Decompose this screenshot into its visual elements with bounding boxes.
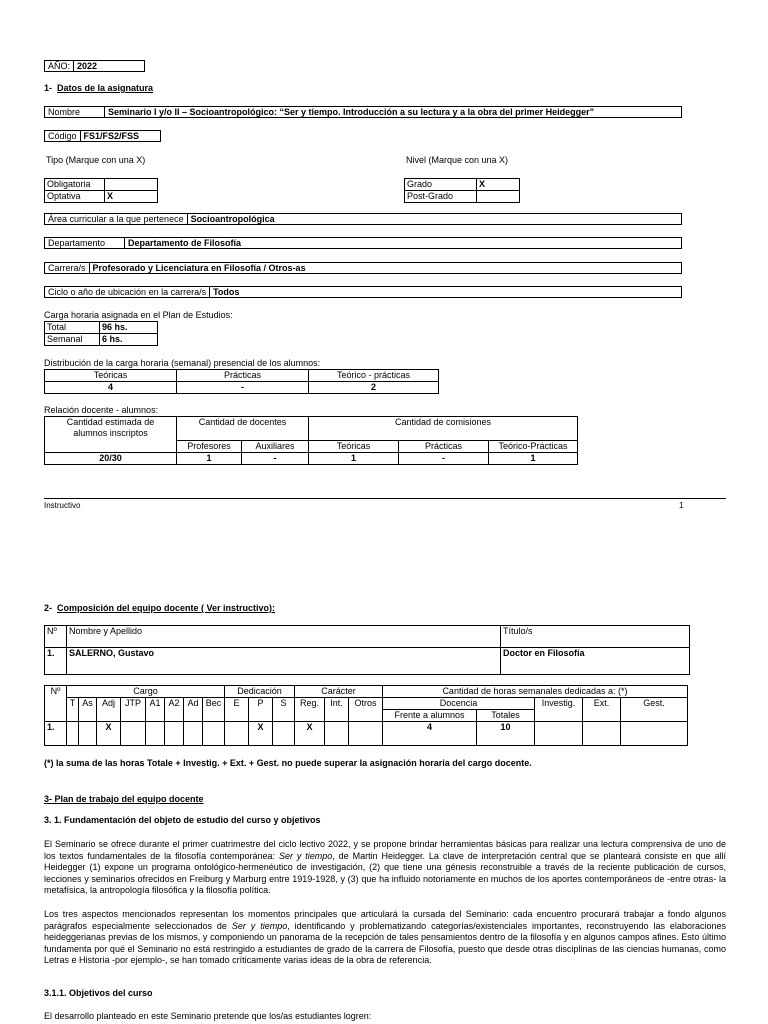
relacion-value: - <box>242 453 309 465</box>
tipo-label: Optativa <box>45 191 105 203</box>
cargo-col: JTP <box>121 698 146 722</box>
tipo-label: Obligatoria <box>45 179 105 191</box>
distribucion-value: 2 <box>309 382 439 394</box>
tipo-row <box>45 191 158 203</box>
cargo-data-row <box>45 722 688 746</box>
ciclo-label: Ciclo o año de ubicación en la carrera/s <box>45 287 210 297</box>
tipo-heading: Tipo (Marque con una X) <box>46 155 146 165</box>
tipo-table <box>44 178 158 203</box>
relacion-value: - <box>399 453 489 465</box>
distribucion-value: 4 <box>45 382 177 394</box>
departamento-label: Departamento <box>45 238 125 248</box>
nivel-row <box>405 179 520 191</box>
relacion-value-row <box>45 453 578 465</box>
cargo-mark <box>165 722 184 746</box>
cargo-col: A1 <box>146 698 165 722</box>
cargo-mark <box>67 722 79 746</box>
docencia-col: Totales <box>477 710 535 722</box>
carga-total-row <box>45 322 158 334</box>
codigo-field <box>44 130 161 142</box>
cargo-h-docencia: Docencia <box>383 698 535 710</box>
ded-mark <box>273 722 295 746</box>
paragraph-1-title: Ser y tiempo <box>278 850 333 861</box>
otras-value <box>535 722 583 746</box>
nivel-table <box>404 178 520 203</box>
paragraph-2-a: Los tres aspectos mencionados representan los momentos principales que articulará la cursada del Seminario: cada encuentro procurará trabajar a fondo algunos parágrafos especialmente seleccionados de <box>44 909 726 931</box>
tipo-mark <box>105 179 158 191</box>
cargo-col: T <box>67 698 79 722</box>
sub311-heading: 3.1.1. Objetivos del curso <box>44 988 153 998</box>
codigo-value: FS1/FS2/FSS <box>83 131 140 141</box>
nivel-label: Grado <box>405 179 477 191</box>
nota-horas: (*) la suma de las horas Totale + Investig. + Ext. + Gest. no puede superar la asignación horaria del cargo docente. <box>44 758 532 768</box>
paragraph-2-c: , identificando y problematizando categorías/existenciales importantes, reconstruyendo las elaboraciones heideggerianas previas de los mismos, y componiendo un panorama de la recepción de tales pensamientos dentro de la filosofía y en algunos campos afines. Esto último fundamenta por qué el Seminario no está restringido a estudiantes de grado de la carrera de Filosofía, puesto que desde otras disciplinas de las ciencias humanas, como Letras e Historia -por ejemplo-, se han tomado críticamente varias ideas de la obra de referencia. <box>44 920 726 966</box>
otras-col: Gest. <box>621 698 688 722</box>
relacion-h-alumnos: Cantidad estimada de alumnos inscriptos <box>45 417 177 453</box>
carrera-label: Carrera/s <box>45 263 90 273</box>
ciclo-field <box>44 286 682 298</box>
relacion-sub: Teórico-Prácticas <box>489 441 578 453</box>
paragraph-3: El desarrollo planteado en este Seminario pretende que los/as estudiantes logren: <box>44 1011 372 1021</box>
footer-rule <box>44 498 726 499</box>
section2-title: Composición del equipo docente ( Ver instructivo): <box>57 603 276 613</box>
codigo-label: Código <box>45 131 81 141</box>
cargo-col: Bec <box>203 698 225 722</box>
nombre-value: Seminario I y/o II – Socioantropológico: “Ser y tiempo. Introducción a su lectura y a la obra del primer Heidegger” <box>108 107 595 117</box>
relacion-value: 20/30 <box>45 453 177 465</box>
cargo-col: Adj <box>97 698 121 722</box>
nivel-heading: Nivel (Marque con una X) <box>406 155 509 165</box>
relacion-h-comisiones: Cantidad de comisiones <box>309 417 578 441</box>
section1-num: 1- <box>44 83 53 93</box>
carga-table <box>44 321 158 346</box>
nivel-label: Post-Grado <box>405 191 477 203</box>
equipo-header-row <box>45 626 690 648</box>
cargo-mark <box>146 722 165 746</box>
anio-field <box>44 60 145 72</box>
cargo-h-num: Nº <box>45 686 67 722</box>
area-value: Socioantropológica <box>190 214 275 224</box>
cargo-col: A2 <box>165 698 184 722</box>
carga-semanal-value: 6 hs. <box>100 334 158 346</box>
ciclo-value: Todos <box>213 287 240 297</box>
equipo-h-num: Nº <box>45 626 67 648</box>
distribucion-header: Teóricas <box>45 370 177 382</box>
relacion-value: 1 <box>489 453 578 465</box>
equipo-h-titulo: Título/s <box>501 626 690 648</box>
ded-mark <box>225 722 249 746</box>
sub31-heading: 3. 1. Fundamentación del objeto de estudio del curso y objetivos <box>44 815 321 825</box>
relacion-sub: Teóricas <box>309 441 399 453</box>
nombre-field <box>44 106 682 118</box>
relacion-h-docentes: Cantidad de docentes <box>177 417 309 441</box>
frente-value: 4 <box>383 722 477 746</box>
cargo-table <box>44 685 688 746</box>
nivel-mark: X <box>477 179 520 191</box>
section1-heading <box>44 83 153 94</box>
equipo-row <box>45 648 690 675</box>
cargo-header-row <box>45 686 688 698</box>
relacion-table <box>44 416 578 465</box>
relacion-sub: Profesores <box>177 441 242 453</box>
docencia-col: Frente a alumnos <box>383 710 477 722</box>
cargo-row-num: 1. <box>45 722 67 746</box>
anio-label: AÑO: <box>45 61 74 71</box>
paragraph-2 <box>44 909 726 967</box>
equipo-row-titulo: Doctor en Filosofía <box>501 648 690 675</box>
distribucion-value: - <box>177 382 309 394</box>
cargo-h-dedicacion: Dedicación <box>225 686 295 698</box>
section3-heading: 3- Plan de trabajo del equipo docente <box>44 794 204 804</box>
carga-semanal-row <box>45 334 158 346</box>
anio-value: 2022 <box>77 61 98 71</box>
distribucion-header-row <box>45 370 439 382</box>
section2-heading <box>44 603 275 614</box>
area-field <box>44 213 682 225</box>
carga-total-label: Total <box>45 322 100 334</box>
departamento-field <box>44 237 682 249</box>
paragraph-1 <box>44 839 726 897</box>
cargo-h-horas: Cantidad de horas semanales dedicadas a: (*) <box>383 686 688 698</box>
relacion-sub: Auxiliares <box>242 441 309 453</box>
otras-value <box>621 722 688 746</box>
paragraph-1-c: , de Martin Heidegger. La clave de interpretación central que se planteará consiste en que allí Heidegger (1) expone un programa ontológico-hermenéutico de investigación, (2) que tiene una génesis reconstruible a través de la reciente publicación de cursos, lecciones y seminarios ofrecidos en Freiburg y Marburg entre 1919-1928, y (3) que ha influido notoriamente en muchos de los aportes contemporáneos de -entre otras- la metafísica, la antropología filosófica y la filosofía política. <box>44 850 726 896</box>
footer-left: Instructivo <box>44 501 81 510</box>
relacion-sub: Prácticas <box>399 441 489 453</box>
car-mark <box>349 722 383 746</box>
cargo-col: Ad <box>184 698 203 722</box>
relacion-value: 1 <box>309 453 399 465</box>
car-col: Int. <box>325 698 349 722</box>
carga-heading: Carga horaria asignada en el Plan de Estudios: <box>44 310 233 320</box>
car-mark: X <box>295 722 325 746</box>
section1-title: Datos de la asignatura <box>57 83 154 93</box>
relacion-value: 1 <box>177 453 242 465</box>
tipo-row <box>45 179 158 191</box>
car-mark <box>325 722 349 746</box>
otras-col: Ext. <box>583 698 621 722</box>
cargo-mark <box>203 722 225 746</box>
distribucion-value-row <box>45 382 439 394</box>
paragraph-1-a: El Seminario se ofrece durante el primer cuatrimestre del ciclo lectivo 2022, y se propone brindar herramientas básicas para realizar una lectura comprensiva de uno de los textos fundamentales de la filosofía contemporánea: <box>44 839 726 861</box>
equipo-row-nombre: SALERNO, Gustavo <box>67 648 501 675</box>
carrera-field <box>44 262 682 274</box>
distribucion-table <box>44 369 439 394</box>
carga-total-value: 96 hs. <box>100 322 158 334</box>
cargo-h-cargo: Cargo <box>67 686 225 698</box>
equipo-row-num: 1. <box>45 648 67 675</box>
equipo-table <box>44 625 690 675</box>
car-col: Reg. <box>295 698 325 722</box>
relacion-header-row <box>45 417 578 441</box>
ded-col: P <box>249 698 273 722</box>
equipo-h-nombre: Nombre y Apellido <box>67 626 501 648</box>
nombre-label: Nombre <box>45 107 105 117</box>
paragraph-2-title: Ser y tiempo <box>231 920 288 931</box>
cargo-mark <box>184 722 203 746</box>
ded-col: S <box>273 698 295 722</box>
distribucion-heading: Distribución de la carga horaria (semanal) presencial de los alumnos: <box>44 358 321 368</box>
nivel-mark <box>477 191 520 203</box>
cargo-col: As <box>79 698 97 722</box>
carrera-value: Profesorado y Licenciatura en Filosofía / Otros-as <box>92 263 306 273</box>
nivel-row <box>405 191 520 203</box>
area-label: Área curricular a la que pertenece <box>45 214 188 224</box>
ded-col: E <box>225 698 249 722</box>
ded-mark: X <box>249 722 273 746</box>
cargo-h-caracter: Carácter <box>295 686 383 698</box>
cargo-mark: X <box>97 722 121 746</box>
otras-value <box>583 722 621 746</box>
otras-col: Investig. <box>535 698 583 722</box>
tipo-mark: X <box>105 191 158 203</box>
relacion-heading: Relación docente - alumnos: <box>44 405 159 415</box>
footer-page: 1 <box>679 501 684 510</box>
car-col: Otros <box>349 698 383 722</box>
totales-value: 10 <box>477 722 535 746</box>
departamento-value: Departamento de Filosofía <box>128 238 242 248</box>
cargo-sub-row <box>45 698 688 710</box>
cargo-mark <box>121 722 146 746</box>
distribucion-header: Prácticas <box>177 370 309 382</box>
section2-num: 2- <box>44 603 53 613</box>
cargo-mark <box>79 722 97 746</box>
carga-semanal-label: Semanal <box>45 334 100 346</box>
distribucion-header: Teórico - prácticas <box>309 370 439 382</box>
